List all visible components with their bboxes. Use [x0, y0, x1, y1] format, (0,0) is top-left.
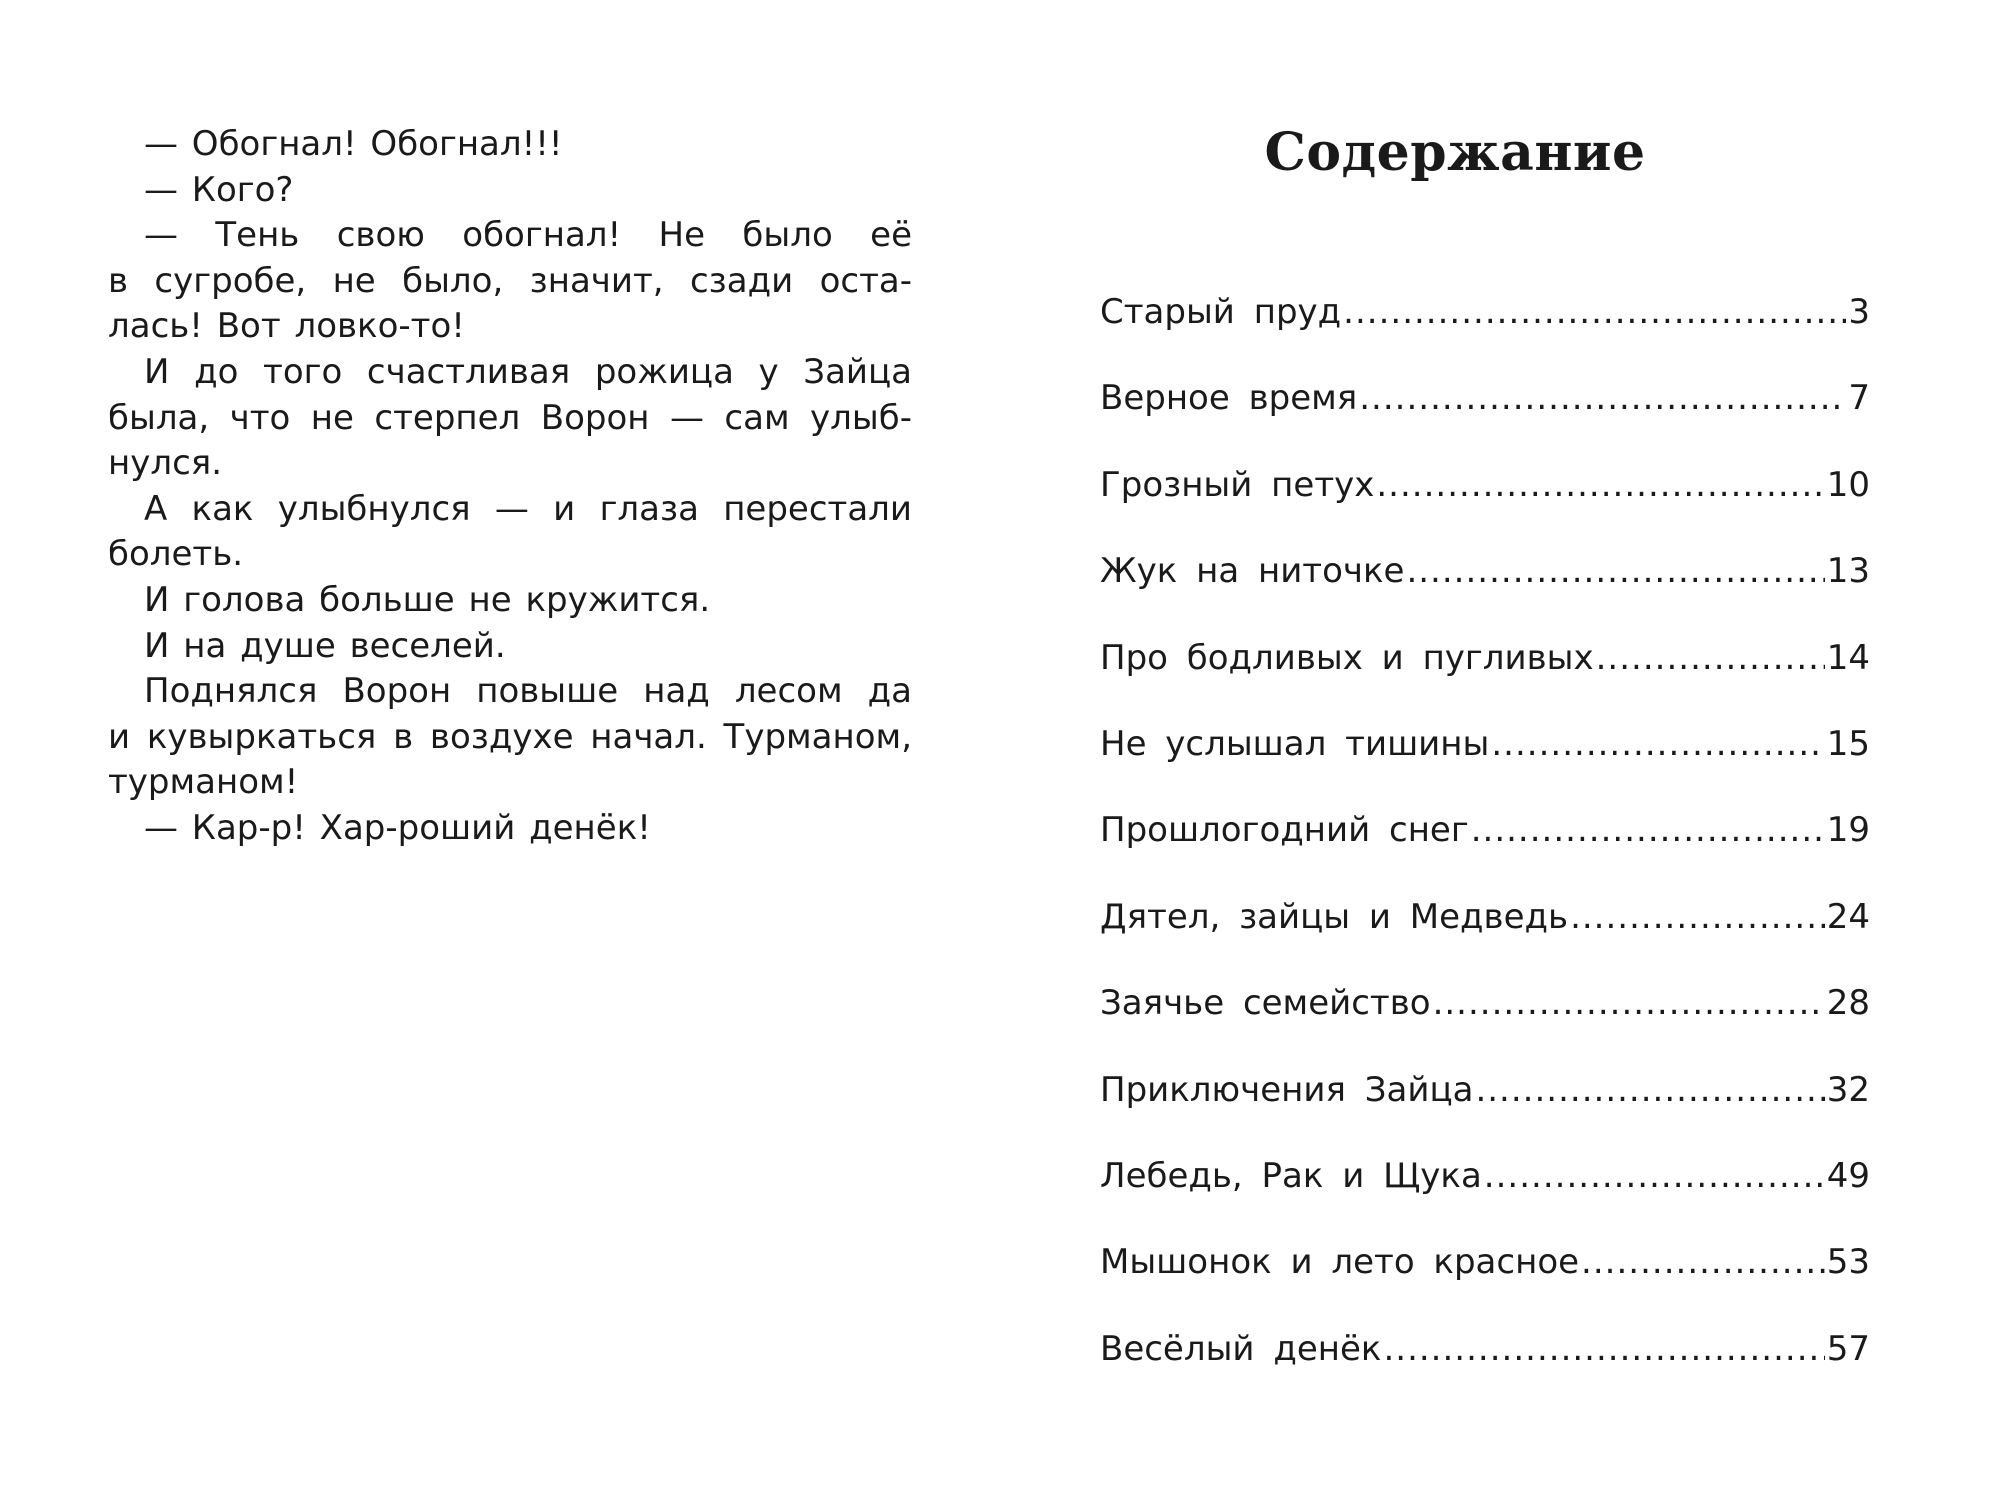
contents-list — [1100, 286, 1870, 1409]
contents-entry-page-number: 14 — [1826, 637, 1870, 678]
contents-entry — [1100, 372, 1870, 458]
dot-leader — [1570, 891, 1825, 943]
story-line: И до того счастливая рожица у Зайца — [144, 351, 912, 392]
dot-leader — [1581, 1236, 1825, 1288]
dot-leader — [1376, 459, 1824, 511]
dot-leader — [1383, 1323, 1824, 1375]
contents-entry-title: Прошлогодний снег — [1100, 810, 1469, 851]
story-line: — Обогнал! Обогнал!!! — [144, 124, 563, 164]
story-line: и кувыркаться в воздухе начал. Турманом, — [108, 716, 912, 757]
contents-page — [1100, 0, 1870, 1500]
contents-entry — [1100, 1150, 1870, 1236]
contents-entry-title: Мышонок и лето красное — [1100, 1242, 1580, 1283]
contents-entry-title: Жук на ниточке — [1100, 551, 1405, 592]
contents-entry-title: Лебедь, Рак и Щука — [1100, 1155, 1482, 1196]
dot-leader — [1484, 1150, 1825, 1202]
contents-entry-title: Верное время — [1100, 378, 1358, 419]
story-line: А как улыбнулся — и глаза перестали — [144, 488, 912, 529]
story-text — [108, 122, 912, 852]
contents-entry-page-number: 13 — [1826, 551, 1870, 592]
dot-leader — [1359, 372, 1846, 424]
contents-entry — [1100, 804, 1870, 890]
contents-entry-page-number: 15 — [1826, 723, 1870, 764]
contents-entry — [1100, 1323, 1870, 1409]
contents-entry-title: Грозный петух — [1100, 464, 1375, 505]
contents-entry-page-number: 10 — [1826, 464, 1870, 505]
story-line: в сугробе, не было, значит, сзади оста- — [108, 260, 912, 301]
contents-entry-title: Заячье семейство — [1100, 983, 1431, 1024]
contents-entry-title: Дятел, зайцы и Медведь — [1100, 896, 1569, 937]
story-line: — Кого? — [144, 169, 294, 210]
contents-entry — [1100, 459, 1870, 545]
contents-entry-page-number: 19 — [1826, 810, 1870, 851]
contents-entry-page-number: 32 — [1826, 1069, 1870, 1110]
dot-leader — [1433, 977, 1825, 1029]
contents-entry-page-number: 28 — [1826, 983, 1870, 1024]
dot-leader — [1343, 286, 1846, 338]
contents-entry-title: Не услышал тишины — [1100, 723, 1490, 764]
contents-entry-page-number: 57 — [1826, 1328, 1870, 1369]
contents-entry-page-number: 7 — [1848, 378, 1870, 419]
contents-entry-page-number: 24 — [1826, 896, 1870, 937]
story-page — [108, 122, 912, 852]
story-line: — Кар-р! Хар-роший денёк! — [144, 807, 651, 848]
story-line: И на душе веселей. — [144, 625, 506, 666]
contents-entry — [1100, 286, 1870, 372]
contents-entry-title: Приключения Зайца — [1100, 1069, 1474, 1110]
story-line: И голова больше не кружится. — [144, 579, 711, 620]
contents-entry-title: Про бодливых и пугливых — [1100, 637, 1594, 678]
story-line: болеть. — [108, 534, 244, 575]
contents-entry-page-number: 53 — [1826, 1242, 1870, 1283]
contents-title: Содержание — [1264, 122, 1646, 183]
contents-entry-title: Весёлый денёк — [1100, 1328, 1382, 1369]
dot-leader — [1491, 718, 1824, 770]
story-line: турманом! — [108, 762, 299, 803]
contents-entry — [1100, 632, 1870, 718]
story-line: была, что не стерпел Ворон — сам улыб- — [108, 397, 912, 438]
contents-entry-title: Старый пруд — [1100, 292, 1342, 332]
contents-entry — [1100, 1064, 1870, 1150]
contents-entry — [1100, 891, 1870, 977]
story-line: нулся. — [108, 443, 223, 484]
story-line: Поднялся Ворон повыше над лесом да — [144, 671, 912, 712]
contents-entry-page-number: 49 — [1826, 1155, 1870, 1196]
contents-entry — [1100, 1236, 1870, 1322]
contents-entry — [1100, 718, 1870, 804]
contents-entry — [1100, 545, 1870, 631]
dot-leader — [1475, 1064, 1824, 1116]
contents-entry — [1100, 977, 1870, 1063]
story-line: — Тень свою обогнал! Не было её — [144, 215, 912, 256]
dot-leader — [1596, 632, 1825, 684]
dot-leader — [1406, 545, 1824, 597]
story-line: лась! Вот ловко-то! — [108, 306, 465, 347]
contents-entry-page-number: 3 — [1848, 292, 1870, 332]
dot-leader — [1471, 804, 1825, 856]
